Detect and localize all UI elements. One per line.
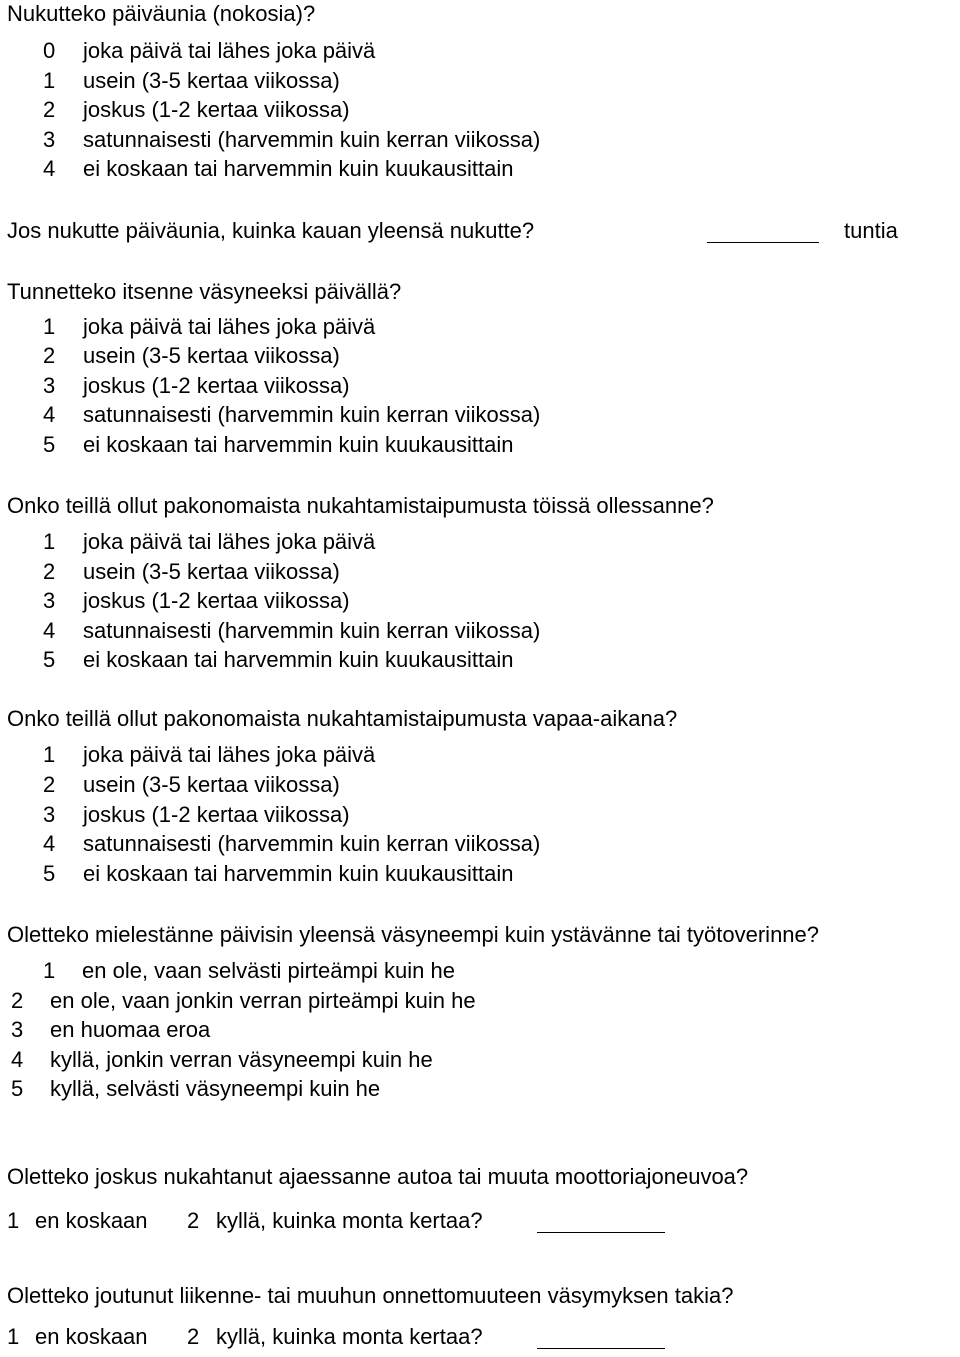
q1-option-label: joskus (1-2 kertaa viikossa)	[83, 97, 350, 122]
q4-option-num[interactable]: 2	[43, 559, 56, 584]
q6-question: Oletteko mielestänne päivisin yleensä väsyneempi kuin ystävänne tai työtoverinne?	[7, 922, 820, 947]
q7-option2-num[interactable]: 2	[187, 1208, 200, 1233]
q6-option-num[interactable]: 2	[11, 988, 24, 1013]
q6-option-label: kyllä, jonkin verran väsyneempi kuin he	[50, 1047, 433, 1072]
q3-option-num[interactable]: 4	[43, 402, 56, 427]
q1-option-num[interactable]: 2	[43, 97, 56, 122]
q3-option-num[interactable]: 3	[43, 373, 56, 398]
q6-option-label: en huomaa eroa	[50, 1017, 211, 1042]
q4-option-label: joskus (1-2 kertaa viikossa)	[83, 588, 350, 613]
q5-question: Onko teillä ollut pakonomaista nukahtamistaipumusta vapaa-aikana?	[7, 706, 678, 731]
q1-option-label: satunnaisesti (harvemmin kuin kerran viikossa)	[83, 127, 541, 152]
q5-option-label: joskus (1-2 kertaa viikossa)	[83, 802, 350, 827]
q5-option-num[interactable]: 1	[43, 742, 56, 767]
q1-question: Nukutteko päiväunia (nokosia)?	[7, 1, 316, 26]
q1-option-num[interactable]: 4	[43, 156, 56, 181]
q7-count-blank-field[interactable]	[537, 1232, 665, 1233]
q4-option-label: usein (3-5 kertaa viikossa)	[83, 559, 340, 584]
q3-option-label: joskus (1-2 kertaa viikossa)	[83, 373, 350, 398]
q1-option-label: ei koskaan tai harvemmin kuin kuukausittain	[83, 156, 514, 181]
q1-option-label: usein (3-5 kertaa viikossa)	[83, 68, 340, 93]
q3-question: Tunnetteko itsenne väsyneeksi päivällä?	[7, 279, 402, 304]
q5-option-label: joka päivä tai lähes joka päivä	[83, 742, 376, 767]
q5-option-num[interactable]: 5	[43, 861, 56, 886]
q3-option-num[interactable]: 2	[43, 343, 56, 368]
q1-option-label: joka päivä tai lähes joka päivä	[83, 38, 376, 63]
q6-option-num[interactable]: 1	[43, 958, 56, 983]
q8-question: Oletteko joutunut liikenne- tai muuhun onnettomuuteen väsymyksen takia?	[7, 1283, 734, 1308]
q5-option-label: ei koskaan tai harvemmin kuin kuukausittain	[83, 861, 514, 886]
q6-option-num[interactable]: 3	[11, 1017, 24, 1042]
q4-question: Onko teillä ollut pakonomaista nukahtamistaipumusta töissä ollessanne?	[7, 493, 714, 518]
q1-option-num[interactable]: 3	[43, 127, 56, 152]
q7-option1-num[interactable]: 1	[7, 1208, 20, 1233]
q8-option2-label: kyllä, kuinka monta kertaa?	[216, 1324, 483, 1349]
q3-option-label: satunnaisesti (harvemmin kuin kerran viikossa)	[83, 402, 541, 427]
q5-option-num[interactable]: 2	[43, 772, 56, 797]
q7-question: Oletteko joskus nukahtanut ajaessanne autoa tai muuta moottoriajoneuvoa?	[7, 1164, 749, 1189]
q8-option1-num[interactable]: 1	[7, 1324, 20, 1349]
q8-count-blank-field[interactable]	[537, 1348, 665, 1349]
q3-option-label: ei koskaan tai harvemmin kuin kuukausittain	[83, 432, 514, 457]
q4-option-num[interactable]: 1	[43, 529, 56, 554]
q3-option-num[interactable]: 1	[43, 314, 56, 339]
q3-option-label: joka päivä tai lähes joka päivä	[83, 314, 376, 339]
q4-option-label: joka päivä tai lähes joka päivä	[83, 529, 376, 554]
q7-option2-label: kyllä, kuinka monta kertaa?	[216, 1208, 483, 1233]
q1-option-num[interactable]: 0	[43, 38, 56, 63]
hours-blank-field[interactable]	[707, 242, 819, 243]
q3-option-label: usein (3-5 kertaa viikossa)	[83, 343, 340, 368]
q4-option-num[interactable]: 5	[43, 647, 56, 672]
q5-option-label: usein (3-5 kertaa viikossa)	[83, 772, 340, 797]
q4-option-label: ei koskaan tai harvemmin kuin kuukausittain	[83, 647, 514, 672]
q2-unit: tuntia	[844, 218, 898, 243]
q5-option-num[interactable]: 3	[43, 802, 56, 827]
q2-question: Jos nukutte päiväunia, kuinka kauan yleensä nukutte?	[7, 218, 535, 243]
q1-option-num[interactable]: 1	[43, 68, 56, 93]
q3-option-num[interactable]: 5	[43, 432, 56, 457]
q8-option1-label: en koskaan	[35, 1324, 148, 1349]
q5-option-num[interactable]: 4	[43, 831, 56, 856]
q6-option-num[interactable]: 4	[11, 1047, 24, 1072]
q6-option-label: kyllä, selvästi väsyneempi kuin he	[50, 1076, 381, 1101]
q4-option-label: satunnaisesti (harvemmin kuin kerran viikossa)	[83, 618, 541, 643]
q4-option-num[interactable]: 3	[43, 588, 56, 613]
q6-option-label: en ole, vaan jonkin verran pirteämpi kuin he	[50, 988, 476, 1013]
q4-option-num[interactable]: 4	[43, 618, 56, 643]
q8-option2-num[interactable]: 2	[187, 1324, 200, 1349]
q6-option-label: en ole, vaan selvästi pirteämpi kuin he	[82, 958, 455, 983]
q5-option-label: satunnaisesti (harvemmin kuin kerran viikossa)	[83, 831, 541, 856]
q6-option-num[interactable]: 5	[11, 1076, 24, 1101]
q7-option1-label: en koskaan	[35, 1208, 148, 1233]
